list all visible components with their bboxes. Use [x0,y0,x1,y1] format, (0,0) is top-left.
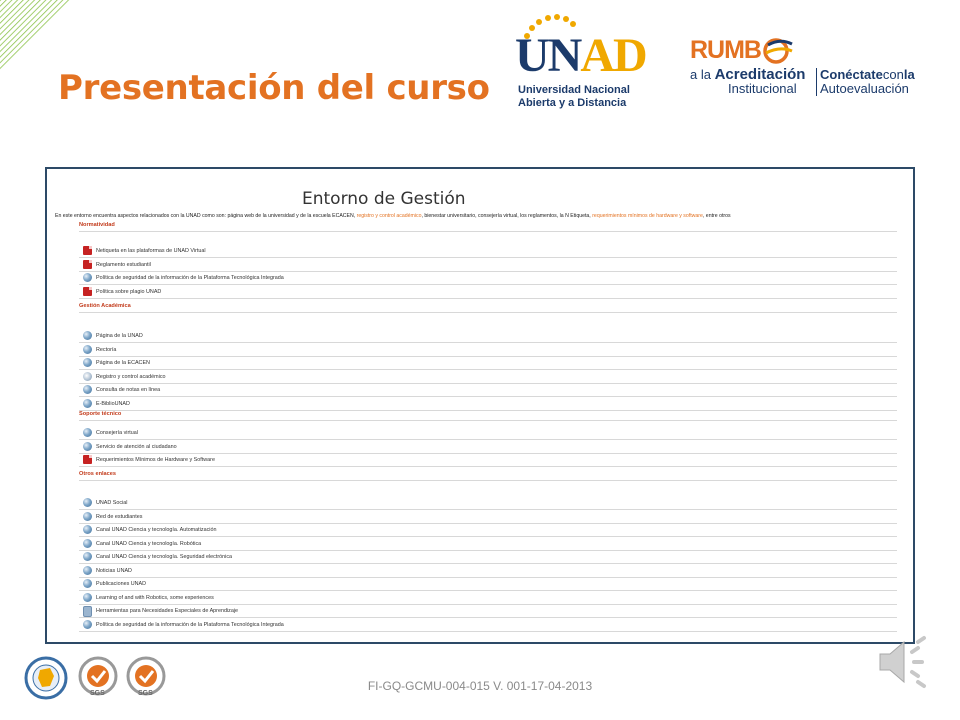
intro-link-registro[interactable]: registro y control académico [356,213,422,219]
link-label[interactable]: Requerimientos Mínimos de Hardware y Software [96,457,215,463]
link-row[interactable] [79,511,897,524]
link-row[interactable] [79,384,897,397]
link-label[interactable]: Consejería virtual [96,430,138,436]
web-icon [83,566,92,575]
sgs-label-2: SGS [138,690,153,697]
link-label[interactable]: Política de seguridad de la información de la Plataforma Tecnológica Integrada [96,621,284,628]
embedded-screenshot-frame [45,167,915,644]
link-label[interactable]: Canal UNAD Ciencia y tecnología. Automatización [96,527,217,533]
link-row[interactable] [79,344,897,357]
intro-link-requerimientos[interactable]: requerimientos mínimos de hardware y software [592,213,703,219]
link-label[interactable]: Learning of and with Robotics, some experiences [96,594,214,601]
link-row[interactable] [79,454,897,467]
unad-logo [515,14,645,110]
link-label[interactable]: Política sobre plagio UNAD [96,288,162,295]
link-label[interactable]: Registro y control académico [96,373,166,380]
embedded-intro-text: En este entorno encuentra aspectos relacionados con la UNAD como son: página web de la universidad y de la escuela ECACEN, registro y control académico, bienestar universitario, consejería virtual, los reglamentos, la N Etiqueta, requerimientos mínimos de hardware y software, entre otros [55,213,731,219]
section-heading: Otros enlaces [79,471,116,477]
embedded-heading: Entorno de Gestión [302,189,466,209]
web-icon [83,399,92,408]
link-row[interactable] [79,398,897,411]
web-icon [83,539,92,548]
rumbo-line-a: a la Acreditación [690,66,806,83]
link-row[interactable] [79,330,897,343]
link-label[interactable]: Red de estudiantes [96,513,143,520]
link-row[interactable] [79,538,897,551]
link-label[interactable]: Canal UNAD Ciencia y tecnología. Robótica [96,540,202,547]
sgs-label-1: SGS [90,690,105,697]
link-row[interactable] [79,245,897,258]
unad-name-line2: Abierta y a Distancia [518,97,627,109]
pdf-icon [83,246,92,255]
link-row[interactable] [79,578,897,591]
web-icon [83,442,92,451]
document-code: FI-GQ-GCMU-004-015 V. 001-17-04-2013 [367,679,593,693]
web-icon [83,428,92,437]
link-label[interactable]: Página de la ECACEN [96,360,150,366]
link-label[interactable]: Rectoría [96,346,117,353]
speaker-icon[interactable] [872,630,936,694]
link-row[interactable] [79,286,897,299]
web-icon [83,579,92,588]
link-row[interactable] [79,565,897,578]
unad-name-line1: Universidad Nacional [518,84,630,96]
rumbo-wordmark: RUMB [690,36,761,64]
section-heading: Soporte técnico [79,411,122,417]
link-label[interactable]: Canal UNAD Ciencia y tecnología. Seguridad electrónica [96,554,233,560]
link-row[interactable] [79,371,897,384]
web-icon [83,593,92,602]
link-row[interactable] [79,272,897,285]
web-icon [83,273,92,282]
link-row[interactable] [79,441,897,454]
web-icon [83,385,92,394]
section-heading: Gestión Académica [79,303,131,309]
section-divider [79,420,897,421]
pdf-icon [83,287,92,296]
slide-title: Presentación del curso [58,68,490,108]
link-label[interactable]: Noticias UNAD [96,567,132,574]
web-icon [83,512,92,521]
unad-wordmark: UNAD [515,29,646,82]
section-heading: Normatividad [79,222,115,228]
section-divider [79,480,897,481]
link-label[interactable]: Servicio de atención al ciudadano [96,443,177,450]
link-row[interactable] [79,497,897,510]
colombia-seal-icon [24,656,68,700]
link-label[interactable]: Herramientas para Necesidades Especiales de Aprendizaje [96,608,239,614]
web-icon [83,552,92,561]
rumbo-divider [816,68,817,96]
link-label[interactable]: Publicaciones UNAD [96,581,147,587]
link-label[interactable]: Página de la UNAD [96,333,143,339]
corner-decoration [0,0,72,72]
link-row[interactable] [79,619,897,632]
link-label[interactable]: Reglamento estudiantil [96,261,151,268]
rumbo-autoevaluacion: Autoevaluación [820,81,909,96]
registry-icon [83,372,92,381]
link-row[interactable] [79,259,897,272]
link-row[interactable] [79,427,897,440]
link-row[interactable] [79,592,897,605]
web-icon [83,331,92,340]
link-label[interactable]: Netiqueta en las plataformas de UNAD Virtual [96,248,206,254]
link-label[interactable]: Política de seguridad de la información de la Plataforma Tecnológica Integrada [96,275,284,281]
link-row[interactable] [79,357,897,370]
section-divider [79,231,897,232]
pdf-icon [83,455,92,464]
web-icon [83,358,92,367]
pdf-icon [83,260,92,269]
link-row[interactable] [79,551,897,564]
rumbo-globe-icon [762,36,794,66]
rumbo-line-b: Institucional [728,81,797,96]
link-row[interactable] [79,605,897,618]
link-label[interactable]: Consulta de notas en línea [96,387,161,393]
link-label[interactable]: UNAD Social [96,500,128,506]
web-icon [83,498,92,507]
section-divider [79,312,897,313]
rumbo-acreditacion-logo [688,36,928,100]
web-icon [83,620,92,629]
web-icon [83,345,92,354]
link-row[interactable] [79,524,897,537]
link-label[interactable]: E-BiblioUNAD [96,400,130,407]
document-icon [83,606,92,617]
rumbo-conectate: Conéctateconla [820,67,915,82]
web-icon [83,525,92,534]
